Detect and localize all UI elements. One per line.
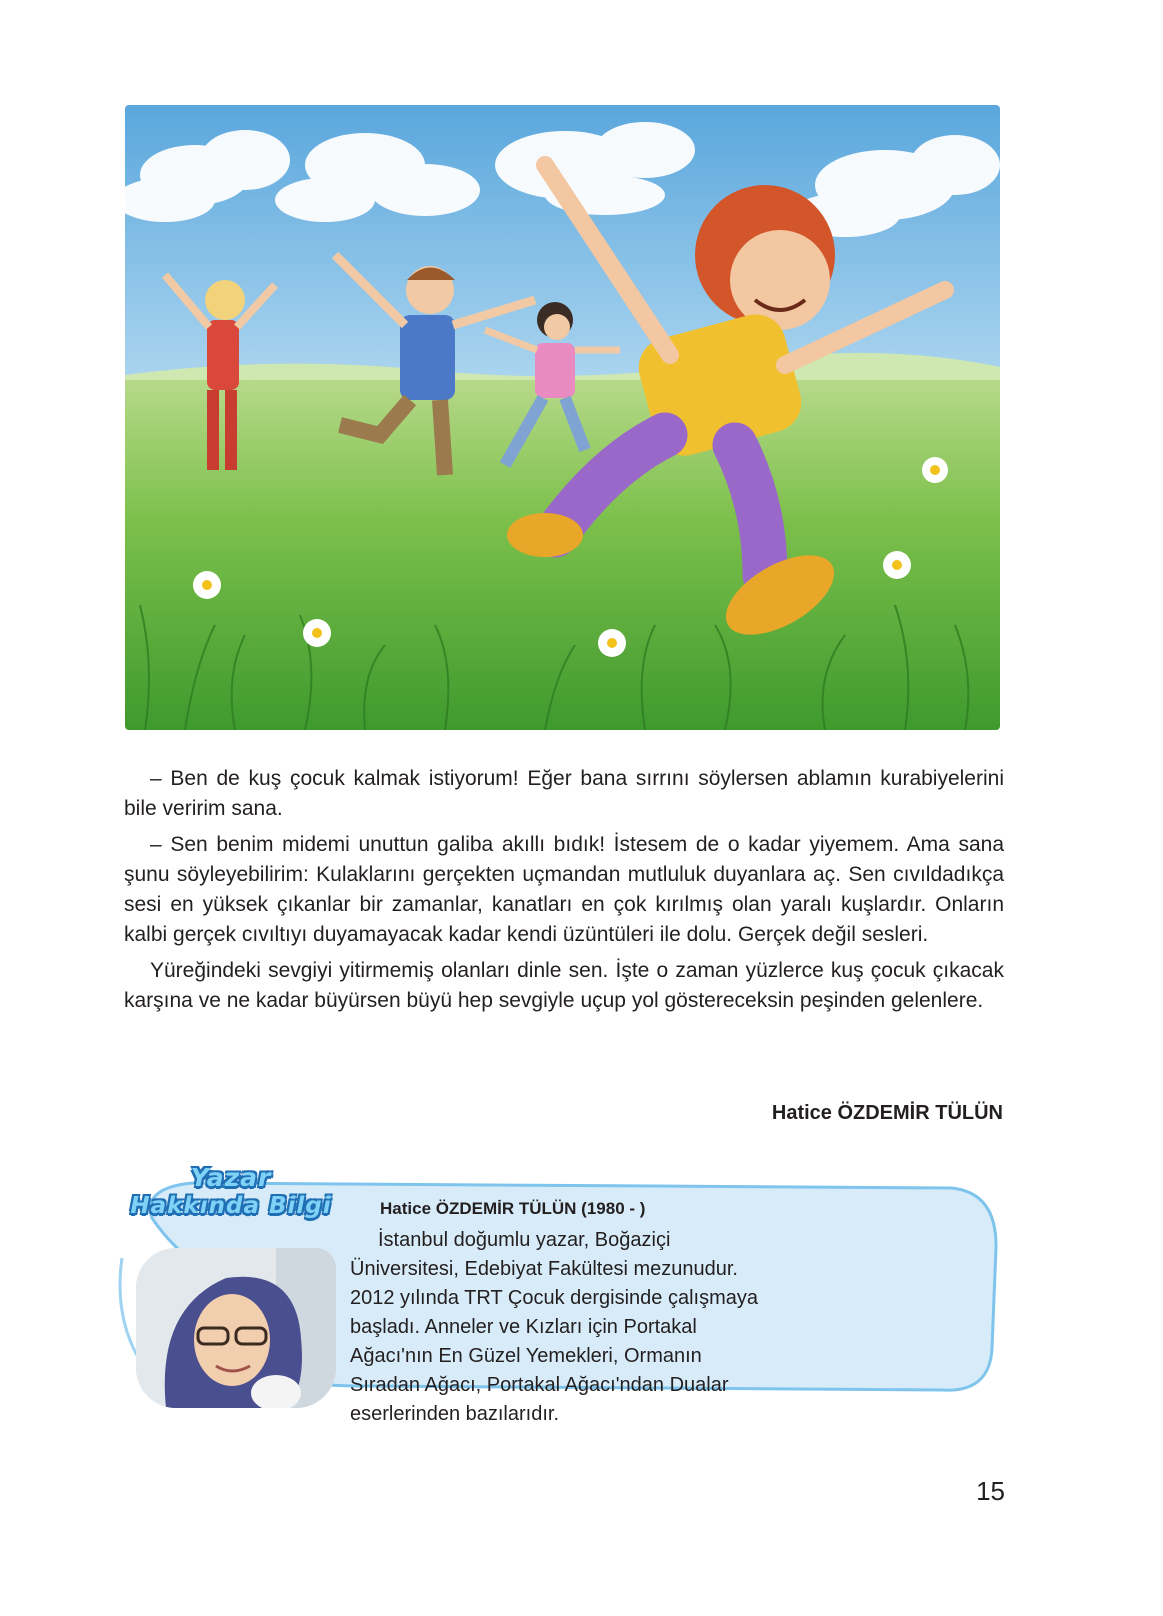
story-paragraph-2: – Sen benim midemi unuttun galiba akıllı bıdık! İstesem de o kadar yiyemem. Ama sana şunu söyleyebilirim: Kulaklarını gerçekten uçmandan mutluluk duyanlara aç. Sen cıvıldadıkça sesi en yüksek çıkanlar bir zamanlar, kanatları en çok kırılmış olan yaralı kuşlardır. Onların kalbi gerçek cıvıltıyı duyamayacak kadar kendi üzüntüleri ile dolu. Gerçek değil sesleri. — [124, 833, 1004, 946]
story-text — [124, 764, 1004, 1016]
story-paragraph-3: Yüreğindeki sevgiyi yitirmemiş olanları dinle sen. İşte o zaman yüzlerce kuş çocuk çıkacak karşına ve ne kadar büyürsen büyü hep sevgiyle uçup yol göstereceksin peşinden gelenlere. — [124, 959, 1004, 1012]
author-bio-text: İstanbul doğumlu yazar, Boğaziçi Üniversitesi, Edebiyat Fakültesi mezunudur. 2012 yılında TRT Çocuk dergisinde çalışmaya başladı. Anneler ve Kızları için Portakal Ağacı'nın En Güzel Yemekleri, Ormanın Sıradan Ağacı, Portakal Ağacı'ndan Dualar eserlerinden bazılarıdır. — [350, 1229, 758, 1425]
author-portrait-image — [136, 1248, 336, 1408]
badge-line-1: Yazar — [190, 1163, 272, 1192]
badge-line-2: Hakkında Bilgi — [130, 1193, 332, 1219]
page-number: 15 — [976, 1476, 1005, 1506]
author-info-badge — [116, 1164, 346, 1220]
author-bio-title: Hatice ÖZDEMİR TÜLÜN (1980 - ) — [380, 1199, 646, 1218]
children-meadow-image — [125, 105, 1000, 730]
story-paragraph-1: – Ben de kuş çocuk kalmak istiyorum! Eğer bana sırrını söylersen ablamın kurabiyelerini bile veririm sana. — [124, 767, 1004, 820]
author-bio — [350, 1196, 760, 1429]
author-info-box — [112, 1158, 1004, 1425]
story-illustration — [125, 105, 1000, 730]
story-author: Hatice ÖZDEMİR TÜLÜN — [771, 1102, 1003, 1124]
author-photo — [136, 1248, 336, 1408]
